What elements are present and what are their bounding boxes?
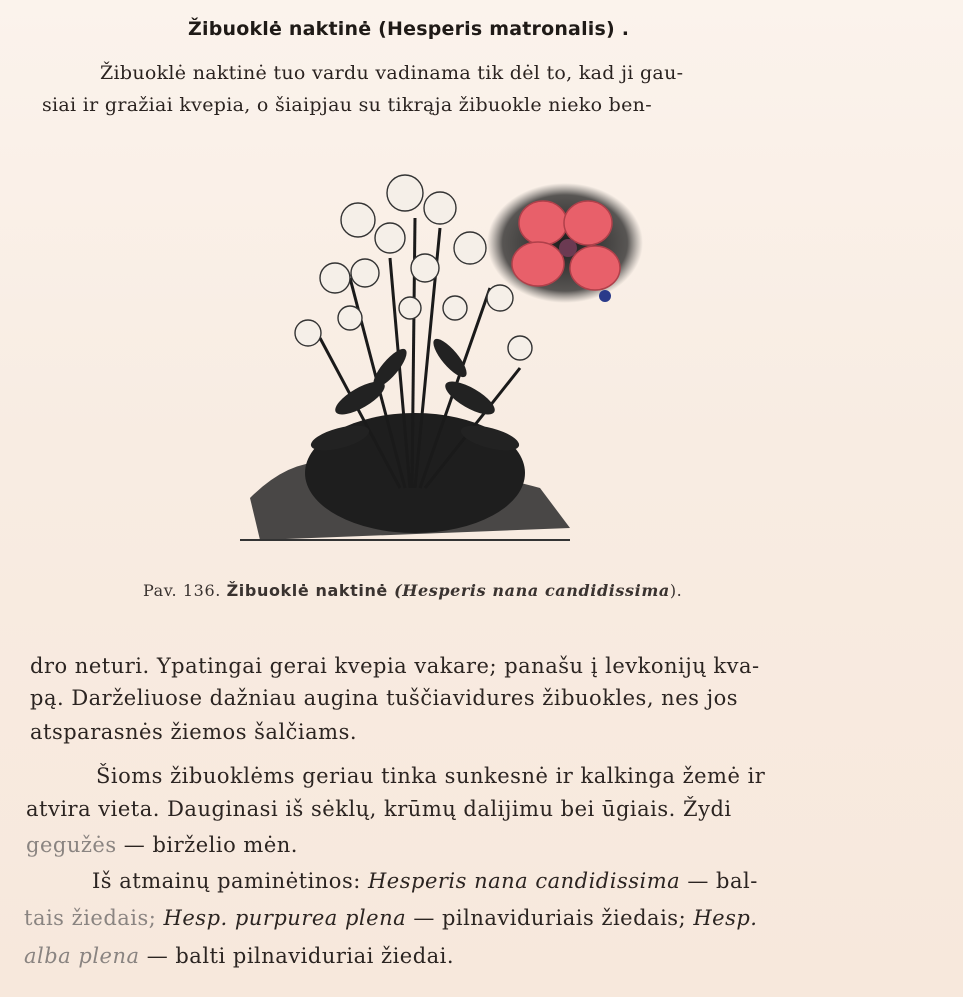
flower-inset-illustration (487, 183, 643, 303)
section-heading: Žibuoklė naktinė (Hesperis matronalis) . (188, 18, 630, 40)
body-line-2: pą. Darželiuose dažniau augina tuščiavidures žibuokles, nes jos (30, 686, 739, 710)
body-line-8-faded: tais žiedais; (24, 906, 164, 930)
body-line-7-italic: Hesperis nana candidissima (367, 869, 681, 893)
body-line-9 (24, 944, 454, 968)
body-line-6-faded: gegužės (26, 833, 117, 857)
flowering-plant-illustration (240, 168, 660, 568)
body-line-8-italic-1: Hesp. purpurea plena (163, 906, 407, 930)
body-line-5: atvira vieta. Dauginasi iš sėklų, krūmų dalijimu bei ūgiais. Žydi (26, 797, 732, 821)
body-line-1: dro neturi. Ypatingai gerai kvepia vakare; panašu į levkonijų kva- (30, 654, 760, 678)
body-line-8-b: — pilnaviduriais žiedais; (406, 906, 694, 930)
body-line-7 (92, 869, 758, 893)
caption-name: Žibuoklė naktinė (226, 581, 395, 600)
caption-latin: (Hesperis nana candidissima (394, 581, 670, 600)
figure-caption (143, 581, 682, 600)
body-line-6 (26, 833, 298, 857)
intro-line-1: Žibuoklė naktinė tuo vardu vadinama tik dėl to, kad ji gau- (100, 62, 684, 84)
body-line-8-italic-2: Hesp. (693, 906, 758, 930)
body-line-8 (24, 906, 757, 930)
body-line-9-italic: alba plena (24, 944, 140, 968)
body-line-4: Šioms žibuoklėms geriau tinka sunkesnė ir kalkinga žemė ir (96, 764, 766, 788)
body-line-9-b: — balti pilnaviduriai žiedai. (139, 944, 455, 968)
intro-line-2: siai ir gražiai kvepia, o šiaipjau su tikrąja žibuokle nieko ben- (42, 94, 652, 116)
body-line-6-rest: — birželio mėn. (116, 833, 298, 857)
body-line-3: atsparasnės žiemos šalčiams. (30, 720, 358, 744)
body-line-7-b: — bal- (680, 869, 758, 893)
caption-prefix: Pav. 136. (143, 581, 227, 600)
body-line-7-a: Iš atmainų paminėtinos: (92, 869, 368, 893)
caption-suffix: ). (669, 581, 683, 600)
